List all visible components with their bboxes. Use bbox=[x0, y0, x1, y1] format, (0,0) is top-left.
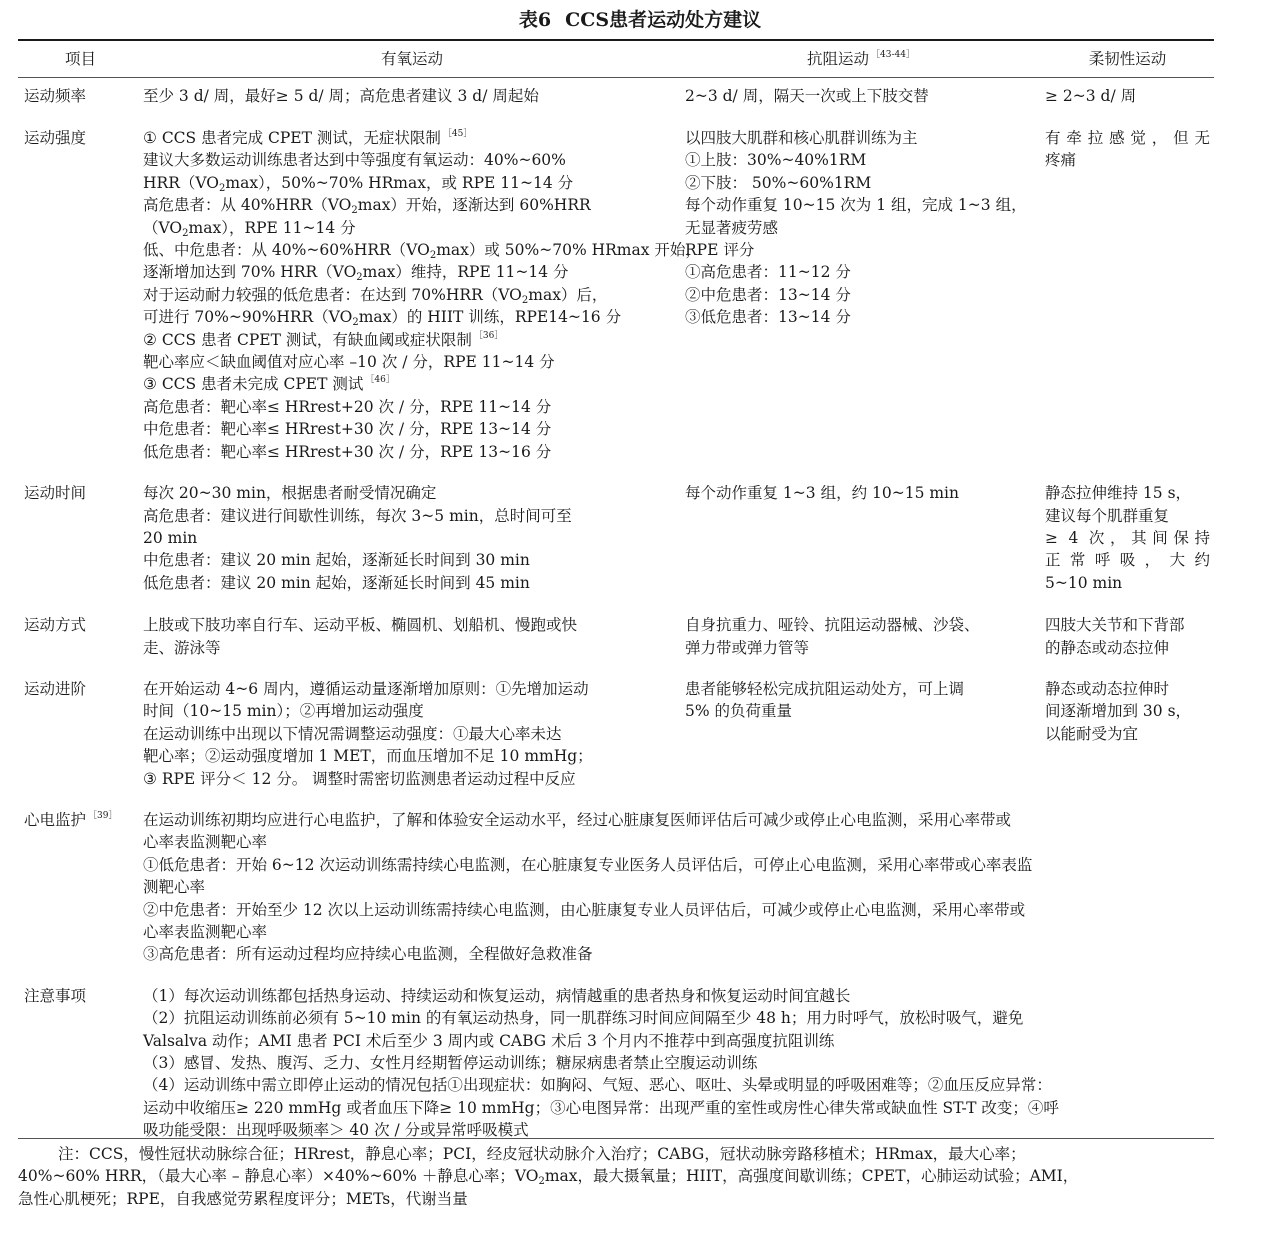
cell-aerobic: 上肢或下肢功率自行车、运动平板、椭圆机、划船机、慢跑或快 走、游泳等 bbox=[143, 616, 578, 657]
row-label: 注意事项 bbox=[24, 986, 87, 1005]
cell-flexibility: 静态或动态拉伸时 间逐渐增加到 30 s， 以能耐受为宜 bbox=[1045, 679, 1192, 743]
row-label: 运动时间 bbox=[24, 484, 87, 503]
cell-resistance: 2~3 d/ 周，隔天一次或上下肢交替 bbox=[685, 87, 929, 105]
table-row-mode bbox=[18, 606, 1214, 670]
cell-aerobic: 至少 3 d/ 周，最好≥ 5 d/ 周；高危患者建议 3 d/ 周起始 bbox=[143, 87, 539, 105]
cell-aerobic: 在开始运动 4~6 周内，遵循运动量逐渐增加原则：①先增加运动 时间（10~15 min）；②再增加运动强度 在运动训练中出现以下情况需调整运动强度：①最大心率未达 靶心率；②运动强度增加 1 MET，而血压增加不足 10 mmHg； ③ RPE 评分＜ 12 分。 调整时需密切监测患者运动过程中反应 bbox=[143, 679, 593, 788]
row-label: 运动频率 bbox=[24, 87, 87, 105]
cell-resistance: 以四肢大肌群和核心肌群训练为主 ①上肢：30%~40%1RM ②下肢： 50%~60%1RM 每个动作重复 10~15 次为 1 组，完成 1~3 组， 无显著疲劳感 RPE 评分 ①高危患者：11~12 分 ②中危患者：13~14 分 ③低危患者：13~14 分 bbox=[685, 129, 1027, 327]
header-resistance: 抗阻运动 $^{[43-44]}$ bbox=[807, 49, 915, 68]
header-aerobic: 有氧运动 bbox=[380, 49, 443, 68]
table-row-progression bbox=[18, 670, 1214, 801]
cell-resistance: 每个动作重复 1~3 组，约 10~15 min bbox=[685, 484, 959, 503]
row-label: 运动方式 bbox=[24, 616, 87, 635]
table-row-intensity bbox=[18, 119, 1214, 474]
cell-flexibility: 四肢大关节和下背部 的静态或动态拉伸 bbox=[1045, 616, 1185, 657]
table-row-frequency bbox=[18, 77, 1214, 119]
table-number: 表6 bbox=[518, 9, 552, 31]
table-title bbox=[0, 6, 1280, 34]
cell-flexibility: 有牵拉感觉，但无 疼痛 bbox=[1045, 129, 1210, 170]
row-label: 运动进阶 bbox=[24, 679, 87, 698]
table-header-row bbox=[18, 41, 1214, 77]
table-row-ecg bbox=[18, 801, 1214, 977]
cell-aerobic: 每次 20~30 min，根据患者耐受情况确定 高危患者：建议进行间歇性训练，每次 3~5 min，总时间可至 20 min 中危患者：建议 20 min 起始，逐渐延长时间到 30 min 低危患者：建议 20 min 起始，逐渐延长时间到 45 min bbox=[143, 484, 572, 592]
cell-flexibility: ≥ 2~3 d/ 周 bbox=[1045, 87, 1137, 105]
cell-aerobic: ① CCS 患者完成 CPET 测试，无症状限制 $^{[45]}$ 建议大多数运动训练患者达到中等强度有氧运动：40%~60% $HRR(VO_2\max)$，50%~70% HRmax，或 RPE 11~14 分 高危患者：从 $40\%HRR(VO_2\max)$开始，逐渐达到 60%HRR $(VO_2\max)$，RPE 11~14 分 低、中危患者：从 $40\%\sim 60\%HRR(VO_2\max)$或 50%~70% HRmax 开始， 逐渐增加达到 70% $HRR(VO_2\max)$维持，RPE 11~14 分 对于运动耐力较强的低危患者：在达到 $70\%HRR(VO_2\max)$后， 可进行 $70\%\sim 90\%HRR(VO_2\max)$的 HIIT 训练，RPE14~16 分 ② CCS 患者 CPET 测试，有缺血阈或症状限制 $^{[36]}$ 靶心率应＜缺血阈值对应心率 –10 次 / 分，RPE 11~14 分 ③ CCS 患者未完成 CPET 测试 $^{[46]}$ 高危患者：靶心率≤ HRrest+20 次 / 分，RPE 11~14 分 中危患者：靶心率≤ HRrest+30 次 / 分，RPE 13~14 分 低危患者：靶心率≤ HRrest+30 次 / 分，RPE 13~16 分 bbox=[143, 129, 701, 461]
cell-notes: （1）每次运动训练都包括热身运动、持续运动和恢复运动，病情越重的患者热身和恢复运动时间宜越长 （2）抗阻运动训练前必须有 5~10 min 的有氧运动热身，同一肌群练习时间应间隔至少 48 h；用力时呼气，放松时吸气，避免 Valsalva 动作；AMI 患者 PCI 术后至少 3 周内或 CABG 术后 3 个月内不推荐中到高强度抗阻训练 （3）感冒、发热、腹泻、乏力、女性月经期暂停运动训练；糖尿病患者禁止空腹运动训练 （4）运动训练中需立即停止运动的情况包括①出现症状：如胸闷、气短、恶心、呕吐、头晕或明显的呼吸困难等；②血压反应异常： 运动中收缩压≥ 220 mmHg 或者血压下降≥ 10 mmHg；③心电图异常：出现严重的室性或房性心律失常或缺血性 ST-T 改变；④呼 吸功能受限：出现呼吸频率＞ 40 次 / 分或异常呼吸模式 bbox=[143, 986, 1059, 1140]
header-item: 项目 bbox=[64, 49, 96, 68]
cell-flexibility: 静态拉伸维持 15 s， 建议每个肌群重复 ≥ 4 次，其间保持 正常呼吸，大约 5~10 min bbox=[1045, 484, 1210, 592]
table-row-notes bbox=[18, 977, 1214, 1153]
cell-resistance: 自身抗重力、哑铃、抗阻运动器械、沙袋、 弹力带或弹力管等 bbox=[685, 616, 980, 657]
row-label: 心电监护 $^{[39]}$ bbox=[24, 810, 118, 829]
ref-43-44: ［43-44］ bbox=[871, 49, 915, 60]
exercise-prescription-table bbox=[18, 41, 1214, 1153]
cell-resistance: 患者能够轻松完成抗阻运动处方，可上调 5% 的负荷重量 bbox=[685, 679, 965, 721]
table-footnote: 注：CCS，慢性冠状动脉综合征；HRrest，静息心率；PCI，经皮冠状动脉介入治疗；CABG，冠状动脉旁路移植术；HRmax，最大心率； 40%~60% HRR，（最大心率 – 静息心率）×40%~60% ＋静息心率；$VO_2\max$，最大摄氧量；HIIT，高强度间歇训练；CPET，心肺运动试验；AMI， 急性心肌梗死；RPE，自我感觉劳累程度评分；METs，代谢当量 bbox=[18, 1145, 1079, 1208]
header-flexibility: 柔韧性运动 bbox=[1088, 49, 1167, 68]
table-caption: CCS患者运动处方建议 bbox=[565, 9, 762, 31]
cell-ecg: 在运动训练初期均应进行心电监护，了解和体验安全运动水平，经过心脏康复医师评估后可减少或停止心电监测，采用心率带或 心率表监测靶心率 ①低危患者：开始 6~12 次运动训练需持续心电监测，在心脏康复专业医务人员评估后，可停止心电监测，采用心率带或心率表监 测靶心率 ②中危患者：开始至少 12 次以上运动训练需持续心电监测，由心脏康复专业人员评估后，可减少或停止心电监测，采用心率带或 心率表监测靶心率 ③高危患者：所有运动过程均应持续心电监测，全程做好急救准备 bbox=[143, 810, 1033, 964]
ref-39: ［39］ bbox=[88, 810, 118, 821]
row-label: 运动强度 bbox=[24, 129, 87, 147]
table-row-duration bbox=[18, 474, 1214, 606]
